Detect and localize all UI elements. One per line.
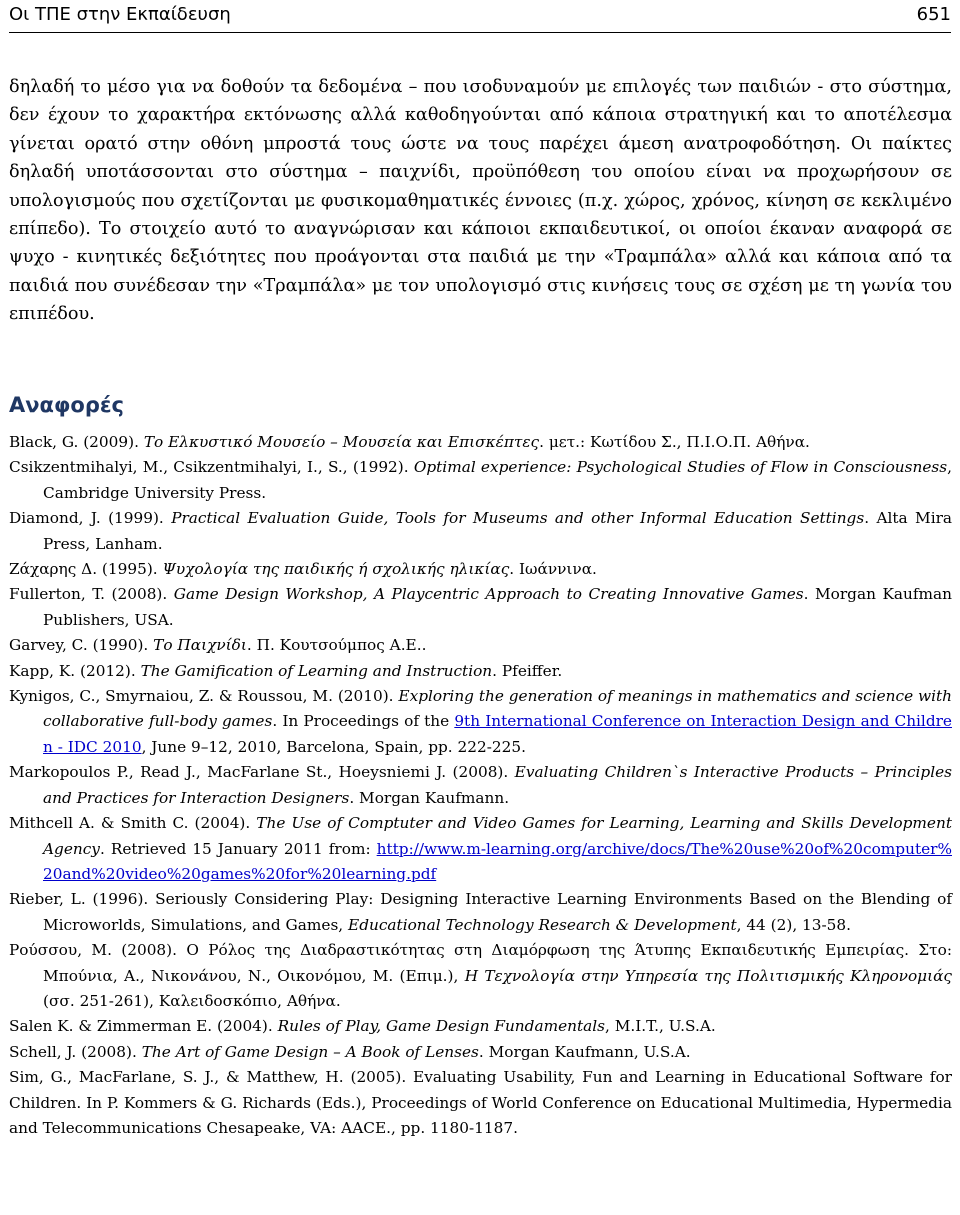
- running-header: [9, 0, 951, 33]
- reference-item: Csikzentmihalyi, M., Csikzentmihalyi, I., S., (1992). Optimal experience: Psychological Studies of Flow in Consciousness, Cambridge University Press.: [9, 458, 952, 502]
- reference-item: Mithcell A. & Smith C. (2004). The Use of Comptuter and Video Games for Learning, Learning and Skills Development Agency. Retrieved 15 January 2011 from: http://www.m-learning.org/archive/docs/The%20use%20of%20computer%20and%20video%20games%20for%20learning.pdf: [9, 814, 952, 883]
- pdf-link[interactable]: http://www.m-learning.org/archive/docs/The%20use%20of%20computer%20and%20video%20games%20for%20learning.pdf: [43, 839, 952, 883]
- page-number: 651: [916, 4, 951, 25]
- conference-link[interactable]: 9th International Conference on Interaction Design and Children - IDC 2010: [43, 712, 952, 756]
- body-paragraph: δηλαδή το μέσο για να δοθούν τα δεδομένα – που ισοδυναμούν με επιλογές των παιδιών - στο σύστημα, δεν έχουν το χαρακτήρα εκτόνωσης αλλά καθοδηγούνται από κάποια στρατηγική και το αποτέλεσμα γίνεται ορατό στην οθόνη μπροστά τους ώστε να τους παρέχει άμεση ανατροφοδότηση. Οι παίκτες δηλαδή υποτάσσονται στο σύστημα – παιχνίδι, προϋπόθεση του οποίου είναι να προχωρήσουν σε υπολογισμούς που σχετίζονται με φυσικομαθηματικές έννοιες (π.χ. χώρος, χρόνος, κίνηση σε κεκλιμένο επίπεδο). Το στοιχείο αυτό το αναγνώρισαν και κάποιοι εκπαιδευτικοί, οι οποίοι έκαναν αναφορά σε ψυχο - κινητικές δεξιότητες που προάγονται στα παιδιά με την «Τραμπάλα» αλλά και κάποια από τα παιδιά που συνέδεσαν την «Τραμπάλα» με τον υπολογισμό στις κινήσεις τους σε σχέση με τη γωνία του επιπέδου.: [9, 77, 952, 325]
- reference-item: Garvey, C. (1990). Το Παιχνίδι. Π. Κουτσούμπος Α.Ε..: [9, 636, 427, 655]
- reference-item: Rieber, L. (1996). Seriously Considering Play: Designing Interactive Learning Environments Based on the Blending of Microworlds, Simulations, and Games, Educational Technology Research & Development, 44 (2), 13-58.: [9, 890, 952, 934]
- reference-item: Diamond, J. (1999). Practical Evaluation Guide, Tools for Museums and other Informal Education Settings. Alta Mira Press, Lanham.: [9, 509, 953, 553]
- reference-item: Kynigos, C., Smyrnaiou, Z. & Roussou, M. (2010). Exploring the generation of meanings in mathematics and science with collaborative full-body games. In Proceedings of the 9th International Conference on Interaction Design and Children - IDC 2010, June 9–12, 2010, Barcelona, Spain, pp. 222-225.: [9, 687, 952, 756]
- reference-item: Markopoulos P., Read J., MacFarlane St., Hoeysniemi J. (2008). Evaluating Children`s Interactive Products – Principles and Practices for Interaction Designers. Morgan Kaufmann.: [9, 763, 952, 807]
- reference-item: Ρούσσου, Μ. (2008). Ο Ρόλος της Διαδραστικότητας στη Διαμόρφωση της Άτυπης Εκπαιδευτικής Εμπειρίας. Στο: Μπούνια, Α., Νικονάνου, Ν., Οικονόμου, Μ. (Επιμ.), Η Τεχνολογία στην Υπηρεσία της Πολιτισμικής Κληρονομιάς (σσ. 251-261), Καλειδοσκόπιο, Αθήνα.: [9, 941, 952, 1010]
- header-title: Οι ΤΠΕ στην Εκπαίδευση: [9, 4, 231, 25]
- reference-item: Fullerton, T. (2008). Game Design Workshop, A Playcentric Approach to Creating Innovative Games. Morgan Kaufman Publishers, USA.: [9, 585, 952, 629]
- reference-item: Ζάχαρης Δ. (1995). Ψυχολογία της παιδικής ή σχολικής ηλικίας. Ιωάννινα.: [9, 560, 597, 579]
- reference-item: Schell, J. (2008). The Art of Game Design – A Book of Lenses. Morgan Kaufmann, U.S.A.: [9, 1042, 691, 1061]
- reference-item: Sim, G., MacFarlane, S. J., & Matthew, H. (2005). Evaluating Usability, Fun and Learning in Educational Software for Children. In P. Kommers & G. Richards (Eds.), Proceedings of World Conference on Educational Multimedia, Hypermedia and Telecommunications Chesapeake, VA: AACE., pp. 1180-1187.: [9, 1068, 952, 1137]
- reference-item: Black, G. (2009). Το Ελκυστικό Μουσείο – Μουσεία και Επισκέπτες. μετ.: Κωτίδου Σ., Π.Ι.Ο.Π. Αθήνα.: [9, 433, 810, 451]
- references-heading: Αναφορές: [9, 393, 125, 417]
- reference-item: Kapp, K. (2012). The Gamification of Learning and Instruction. Pfeiffer.: [9, 661, 563, 680]
- reference-list: [9, 430, 952, 1141]
- reference-item: Salen K. & Zimmerman E. (2004). Rules of Play, Game Design Fundamentals, M.I.T., U.S.A.: [9, 1017, 716, 1036]
